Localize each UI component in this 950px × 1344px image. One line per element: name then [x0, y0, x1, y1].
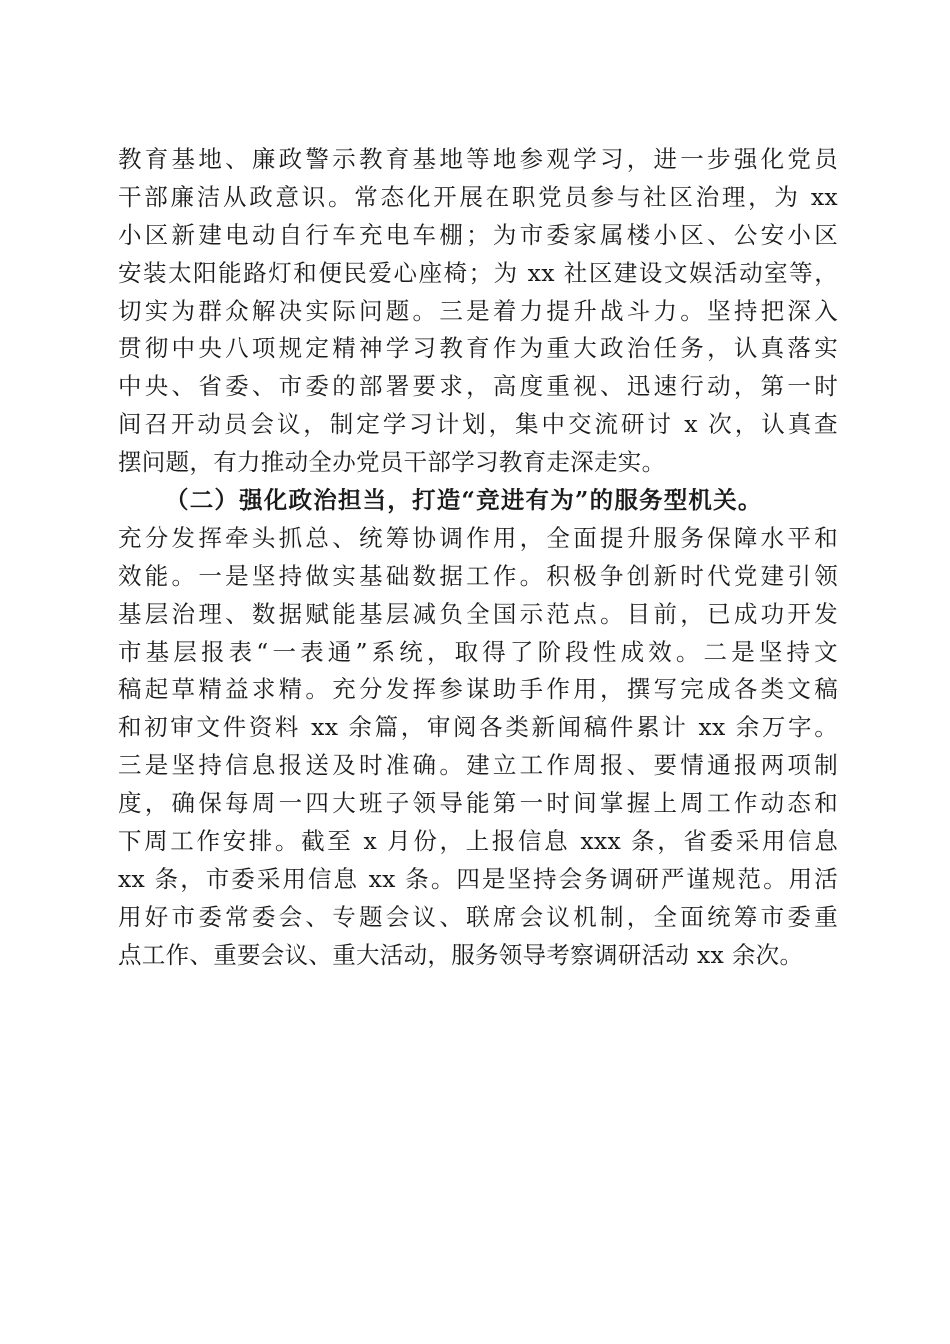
text-line: 市基层报表“一表通”系统，取得了阶段性成效。二是坚持文	[118, 637, 838, 666]
text-line: 三是坚持信息报送及时准确。建立工作周报、要情通报两项制	[118, 751, 838, 780]
text-line: 效能。一是坚持做实基础数据工作。积极争创新时代党建引领	[118, 561, 838, 590]
text-line: 安装太阳能路灯和便民爱心座椅；为 xx 社区建设文娱活动室等，	[118, 258, 838, 287]
text-line: 稿起草精益求精。充分发挥参谋助手作用，撰写完成各类文稿	[118, 675, 838, 704]
text-line: 用好市委常委会、专题会议、联席会议机制，全面统筹市委重	[118, 902, 838, 931]
text-line: 间召开动员会议，制定学习计划，集中交流研讨 x 次，认真查	[118, 410, 838, 439]
text-line: 中央、省委、市委的部署要求，高度重视、迅速行动，第一时	[118, 372, 838, 401]
text-line: 下周工作安排。截至 x 月份，上报信息 xxx 条，省委采用信息	[118, 827, 838, 856]
text-line: 小区新建电动自行车充电车棚；为市委家属楼小区、公安小区	[118, 220, 838, 249]
text-line: 贯彻中央八项规定精神学习教育作为重大政治任务，认真落实	[118, 334, 838, 363]
text-line: 度，确保每周一四大班子领导能第一时间掌握上周工作动态和	[118, 789, 838, 818]
section-heading: （二）强化政治担当，打造“竞进有为”的服务型机关。	[165, 486, 763, 515]
body-text	[118, 141, 838, 975]
text-line: 充分发挥牵头抓总、统筹协调作用，全面提升服务保障水平和	[118, 523, 838, 552]
text-line: 切实为群众解决实际问题。三是着力提升战斗力。坚持把深入	[118, 296, 838, 325]
text-line: 和初审文件资料 xx 余篇，审阅各类新闻稿件累计 xx 余万字。	[118, 713, 838, 742]
text-line: 教育基地、廉政警示教育基地等地参观学习，进一步强化党员	[118, 145, 838, 173]
text-line: 摆问题，有力推动全办党员干部学习教育走深走实。	[118, 448, 666, 477]
text-line: 基层治理、数据赋能基层减负全国示范点。目前，已成功开发	[118, 599, 838, 628]
text-line: xx 条，市委采用信息 xx 条。四是坚持会务调研严谨规范。用活	[118, 864, 838, 893]
text-line: 点工作、重要会议、重大活动，服务领导考察调研活动 xx 余次。	[118, 940, 804, 969]
text-line: 干部廉洁从政意识。常态化开展在职党员参与社区治理，为 xx	[118, 182, 838, 211]
